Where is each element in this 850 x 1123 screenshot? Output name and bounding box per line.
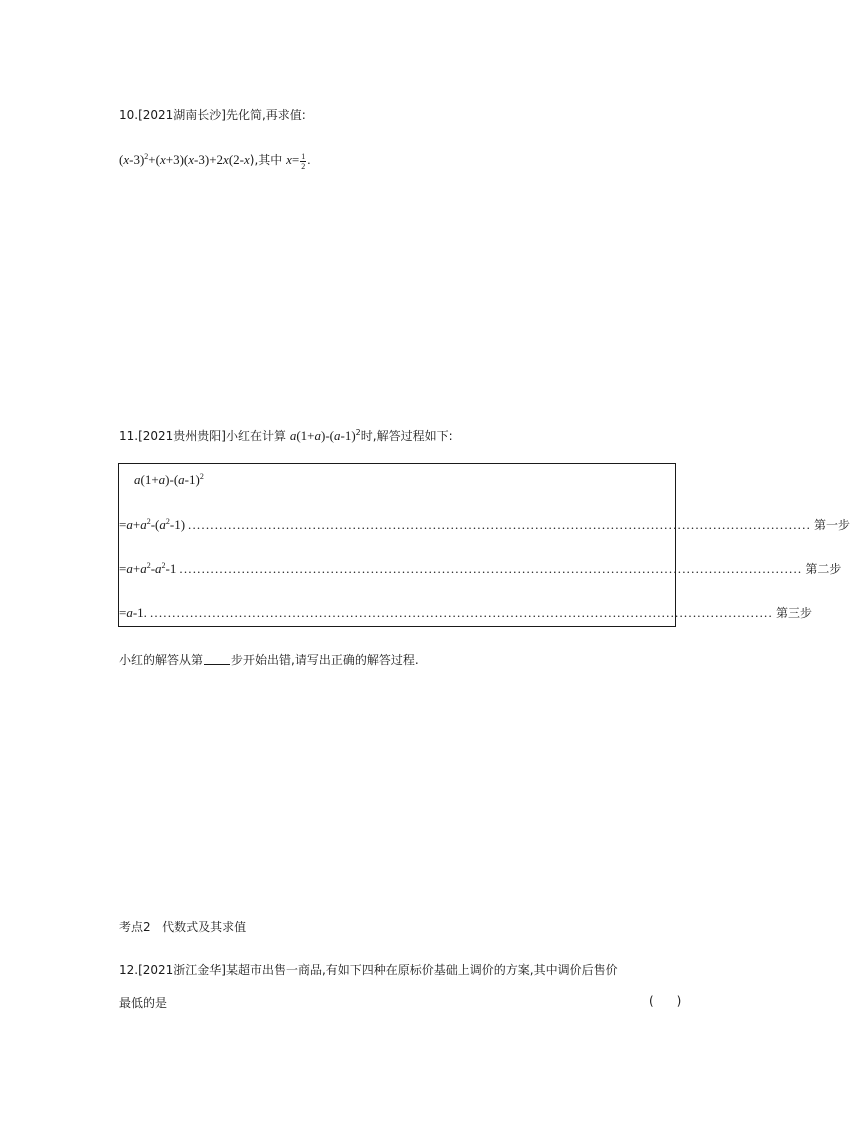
expr-part: =: [119, 605, 127, 620]
expr-part: ),其中: [249, 153, 287, 167]
header-text: 时,解答过程如下:: [360, 429, 453, 443]
var-a: a: [158, 472, 166, 487]
var-a: a: [178, 472, 185, 487]
expr-part: (1+: [140, 472, 159, 487]
expr-part: =: [119, 517, 127, 532]
var-x: x: [286, 152, 292, 167]
q11-header: [119, 427, 453, 444]
q12-line-1: 12.[2021浙江金华]某超市出售一商品,有如下四种在原标价基础上调价的方案,其中调价后售价: [119, 963, 618, 977]
expr-part: -3)+2: [194, 152, 224, 167]
exponent: 2: [146, 517, 151, 526]
expr-part: +3)(: [165, 152, 189, 167]
step-label: 第一步: [814, 518, 850, 532]
var-x: x: [243, 152, 250, 167]
solution-step-3: [119, 604, 812, 621]
expr-part: -(: [150, 517, 160, 532]
header-text: 11.[2021贵州贵阳]小红在计算: [119, 429, 290, 443]
expr-part: -3): [129, 152, 145, 167]
expr-part: +(: [148, 152, 160, 167]
fraction-denominator: 2: [301, 161, 306, 171]
answer-blank[interactable]: [204, 652, 230, 665]
leader-dots: ............................................................................................................................................: [149, 605, 773, 620]
expr-part: -1: [165, 561, 177, 576]
expr-part: -1): [184, 472, 200, 487]
exponent: 2: [161, 561, 166, 570]
expr-part: )-(: [320, 428, 334, 443]
leader-dots: ............................................................................................................................................: [188, 517, 812, 532]
expr-part: -: [150, 561, 156, 576]
var-x: x: [223, 152, 229, 167]
expr-part: =: [291, 152, 300, 167]
var-a: a: [126, 517, 133, 532]
question-text: 小红的解答从第: [119, 653, 204, 667]
var-x: x: [159, 152, 166, 167]
expr-part: -1): [340, 428, 356, 443]
expr-part: -1.: [132, 605, 147, 620]
fraction-numerator: 1: [301, 151, 306, 161]
var-a: a: [140, 517, 147, 532]
var-a: a: [289, 428, 297, 443]
exponent: 2: [199, 472, 204, 481]
q10-expression: [119, 151, 310, 171]
expr-part: .: [307, 152, 311, 167]
q12-line-2: 最低的是: [119, 996, 168, 1010]
q11-question: [119, 651, 419, 668]
step-label: 第三步: [775, 606, 812, 620]
var-a: a: [314, 428, 321, 443]
solution-step-1: [119, 516, 850, 533]
answer-parentheses[interactable]: ( ): [649, 994, 682, 1008]
exponent: 2: [165, 517, 170, 526]
fraction-one-half: [300, 152, 306, 171]
leader-dots: ............................................................................................................................................: [179, 561, 803, 576]
var-x: x: [123, 152, 130, 167]
var-a: a: [159, 517, 166, 532]
expr-part: (: [119, 152, 124, 167]
expr-part: )-(: [165, 472, 179, 487]
solution-step-2: [119, 560, 842, 577]
exponent: 2: [146, 561, 151, 570]
solution-line-original: [134, 472, 675, 488]
var-a: a: [333, 428, 341, 443]
expr-part: -1): [169, 517, 186, 532]
expr-part: +: [132, 561, 141, 576]
var-x: x: [188, 152, 195, 167]
var-a: a: [134, 472, 141, 487]
q10-header: 10.[2021湖南长沙]先化简,再求值:: [119, 108, 306, 122]
var-a: a: [140, 561, 147, 576]
section-title: 考点2 代数式及其求值: [119, 920, 247, 934]
expr-part: (1+: [296, 428, 315, 443]
step-label: 第二步: [805, 562, 842, 576]
var-a: a: [126, 561, 133, 576]
exponent: 2: [144, 152, 149, 161]
expr-part: =: [119, 561, 127, 576]
var-a: a: [126, 605, 133, 620]
expr-part: +: [132, 517, 141, 532]
question-text: 步开始出错,请写出正确的解答过程.: [231, 653, 419, 667]
exponent: 2: [355, 428, 361, 437]
var-a: a: [155, 561, 162, 576]
expr-part: (2-: [228, 152, 244, 167]
solution-box: [118, 463, 850, 627]
